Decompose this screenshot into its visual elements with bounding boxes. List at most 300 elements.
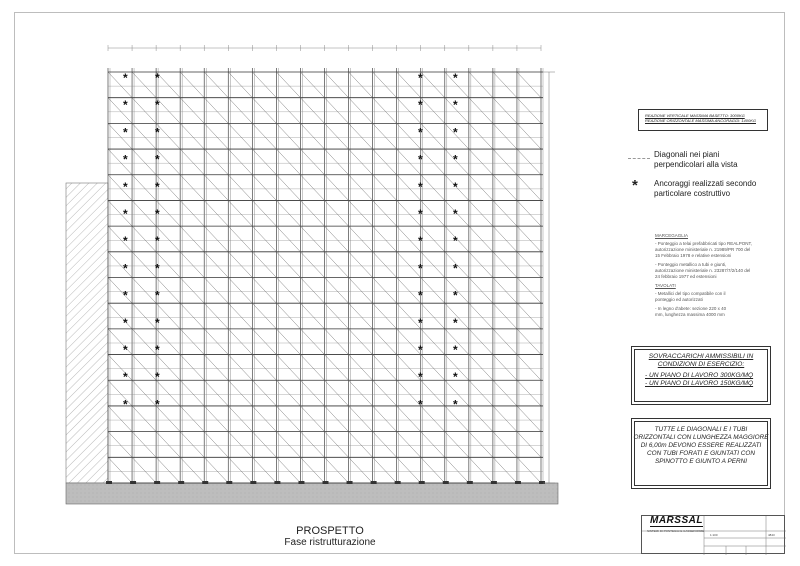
scaffold-diagonal (300, 355, 324, 381)
scaffold-diagonal (349, 303, 373, 329)
scaffold-diagonal (276, 432, 300, 458)
scaffold-diagonal (252, 226, 276, 252)
scaffold-diagonal (108, 355, 132, 381)
scaffold-diagonal (252, 355, 276, 381)
scaffold-diagonal (517, 98, 541, 124)
scaffold-diagonal (180, 278, 204, 304)
scaffold-diagonal (252, 432, 276, 458)
scaffold-diagonal (228, 457, 252, 483)
anchor-star-icon: * (418, 343, 423, 357)
scaffold-diagonal (132, 98, 156, 124)
scaffold-diagonal (156, 406, 180, 432)
scaffold-diagonal (325, 123, 349, 149)
anchor-star-icon: * (155, 125, 160, 140)
diagonal-legend-symbol (628, 158, 650, 159)
base-plate (467, 481, 473, 484)
scaffold-diagonal (469, 278, 493, 304)
scaffold-diagonal (493, 278, 517, 304)
scaffold-diagonal (108, 278, 132, 304)
anchor-star-icon: * (453, 152, 458, 167)
scaffold-diagonal (325, 432, 349, 458)
anchor-star-icon: * (453, 179, 458, 194)
scaffold-diagonal (421, 432, 445, 458)
anchor-star-icon: * (123, 288, 128, 303)
scaffold-diagonal (252, 72, 276, 98)
anchor-star-icon: * (155, 71, 160, 85)
scaffold-diagonal (421, 355, 445, 381)
scaffold-diagonal (156, 200, 180, 226)
company-logo: MARSSAL (650, 515, 703, 526)
scaffold-diagonal (325, 149, 349, 175)
scaffold-diagonal (373, 406, 397, 432)
scaffold-diagonal (325, 278, 349, 304)
scaffold-diagonal (276, 278, 300, 304)
scaffold-diagonal (156, 329, 180, 355)
scaffold-diagonal (397, 432, 421, 458)
scaffold-diagonal (517, 252, 541, 278)
scaffold-diagonal (180, 252, 204, 278)
scaffold-diagonal (349, 457, 373, 483)
base-plate (226, 481, 232, 484)
scaffold-diagonal (300, 98, 324, 124)
scaffold-diagonal (180, 380, 204, 406)
scaffold-diagonal (373, 303, 397, 329)
scaffold-diagonal (276, 252, 300, 278)
scaffold-diagonal (349, 123, 373, 149)
scaffold-diagonal (300, 149, 324, 175)
scaffold-diagonal (300, 175, 324, 201)
scaffold-diagonal (228, 252, 252, 278)
scaffold-diagonal (132, 457, 156, 483)
scaffold-diagonal (204, 432, 228, 458)
scaffold-diagonal (276, 72, 300, 98)
scaffold-diagonal (421, 98, 445, 124)
scaffold-diagonal (349, 432, 373, 458)
scaffold-diagonal (373, 252, 397, 278)
scaffold-diagonal (493, 123, 517, 149)
scaffold-grid (106, 68, 545, 484)
scaffold-diagonal (156, 123, 180, 149)
scaffold-diagonal (517, 226, 541, 252)
scaffold-diagonal (300, 406, 324, 432)
scaffold-diagonal (156, 149, 180, 175)
scaffold-diagonal (469, 226, 493, 252)
scaffold-diagonal (517, 355, 541, 381)
scaffold-diagonal (373, 200, 397, 226)
anchor-star-icon: * (155, 98, 160, 113)
scaffold-diagonal (204, 149, 228, 175)
scaffold-diagonal (373, 457, 397, 483)
scaffold-diagonal (421, 226, 445, 252)
scaffold-diagonal (517, 329, 541, 355)
reactions-box (638, 109, 768, 131)
scaffold-diagonal (469, 329, 493, 355)
scaffold-diagonal (421, 175, 445, 201)
scaffold-diagonal (108, 432, 132, 458)
scaffold-diagonal (276, 175, 300, 201)
scaffold-diagonal (156, 432, 180, 458)
scaffold-diagonal (204, 252, 228, 278)
scaffold-diagonal (276, 406, 300, 432)
anchor-star-icon: * (123, 261, 128, 276)
scaffold-diagonal (132, 406, 156, 432)
scaffold-diagonal (421, 303, 445, 329)
anchor-star-icon: * (453, 288, 458, 303)
scaffold-diagonal (180, 226, 204, 252)
scaffold-diagonal (469, 175, 493, 201)
scaffold-diagonal (493, 329, 517, 355)
scaffold-diagonal (204, 98, 228, 124)
diagonal-legend: Diagonali nei piani perpendicolari alla vista (654, 150, 738, 169)
scaffold-diagonal (349, 98, 373, 124)
scaffold-diagonal (132, 72, 156, 98)
scaffold-diagonal (469, 252, 493, 278)
anchor-star-icon: * (418, 370, 423, 385)
scaffold-diagonal (300, 432, 324, 458)
scaffold-diagonal (300, 329, 324, 355)
scaffold-diagonal (252, 329, 276, 355)
manufacturer-notes: MARCEGAGLIA - Ponteggio a telai prefabbricati tipo REALPONT, autorizzazione ministeriale n. 21989/PR 700 del 15 Febbraio 1978 e relative estensioni - Ponteggio metallico a tubi e giunti, autorizzazione ministeriale n. 23287/7/2/140 del 24 febbraio 1977 ed estensioni (655, 233, 753, 279)
scaffold-diagonal (493, 226, 517, 252)
anchor-star-icon: * (453, 207, 458, 221)
scaffold-diagonal (493, 406, 517, 432)
scaffold-diagonal (252, 278, 276, 304)
scaffold-diagonal (156, 72, 180, 98)
anchor-star-icon: * (123, 234, 128, 249)
scaffold-diagonal (349, 226, 373, 252)
scaffold-diagonal (517, 123, 541, 149)
scaffold-diagonal (108, 406, 132, 432)
anchor-star-icon: * (418, 179, 423, 194)
scaffold-diagonal (349, 149, 373, 175)
scaffold-diagonal (325, 457, 349, 483)
scaffold-diagonal (108, 329, 132, 355)
scaffold-diagonal (276, 226, 300, 252)
anchor-star-icon: * (123, 152, 128, 167)
scaffold-diagonal (325, 380, 349, 406)
scaffold-diagonal (204, 175, 228, 201)
scaffold-diagonal (180, 406, 204, 432)
scaffold-diagonal (204, 303, 228, 329)
scaffold-diagonal (132, 329, 156, 355)
scaffold-diagonal (349, 175, 373, 201)
scaffold-diagonal (349, 355, 373, 381)
base-plate (106, 481, 112, 484)
scaffold-diagonal (421, 278, 445, 304)
scaffold-diagonal (349, 252, 373, 278)
anchor-legend-symbol: * (632, 177, 638, 194)
scaffold-diagonal (325, 329, 349, 355)
scaffold-diagonal (493, 457, 517, 483)
base-plate (491, 481, 497, 484)
base-plate (539, 481, 545, 484)
scaffold-diagonal (493, 380, 517, 406)
scaffold-diagonal (517, 457, 541, 483)
scaffold-diagonal (228, 380, 252, 406)
base-plate (298, 481, 304, 484)
scaffold-diagonal (252, 175, 276, 201)
scaffold-diagonal (517, 175, 541, 201)
scaffold-diagonal (204, 226, 228, 252)
scaffold-diagonal (132, 226, 156, 252)
scaffold-diagonal (204, 457, 228, 483)
scaffold-diagonal (397, 457, 421, 483)
anchor-star-icon: * (155, 261, 160, 276)
anchor-star-icon: * (123, 179, 128, 194)
drawing-scale: 1:100 (710, 533, 718, 537)
scaffold-diagonal (132, 432, 156, 458)
scaffold-diagonal (108, 200, 132, 226)
scaffold-diagonal (276, 380, 300, 406)
scaffold-diagonal (469, 98, 493, 124)
scaffold-diagonal (325, 406, 349, 432)
scaffold-diagonal (156, 252, 180, 278)
scaffold-diagonal (276, 200, 300, 226)
anchor-star-icon: * (418, 152, 423, 167)
base-plate (250, 481, 256, 484)
scaffold-diagonal (108, 175, 132, 201)
scaffold-diagonal (469, 457, 493, 483)
base-plate (202, 481, 208, 484)
scaffold-diagonal (445, 457, 469, 483)
scaffold-diagonal (132, 123, 156, 149)
scaffold-diagonal (325, 72, 349, 98)
scaffold-diagonal (325, 355, 349, 381)
scaffold-diagonal (300, 72, 324, 98)
scaffold-diagonal (421, 406, 445, 432)
anchor-legend: Ancoraggi realizzati secondo particolare costruttivo (654, 179, 757, 198)
base-plate (154, 481, 160, 484)
anchor-star-icon: * (123, 98, 128, 113)
scaffold-diagonal (349, 200, 373, 226)
scaffold-diagonal (373, 278, 397, 304)
scaffold-diagonal (493, 98, 517, 124)
scaffold-diagonal (349, 329, 373, 355)
scaffold-diagonal (325, 98, 349, 124)
anchor-star-icon: * (123, 71, 128, 85)
sheet-number: 4843 (768, 533, 775, 537)
ground-strip (66, 483, 558, 504)
scaffold-diagonal (156, 303, 180, 329)
base-plate (323, 481, 329, 484)
scaffold-diagonal (373, 226, 397, 252)
scaffold-diagonal (132, 200, 156, 226)
scaffold-diagonal (300, 123, 324, 149)
scaffold-diagonal (108, 98, 132, 124)
anchor-star-icon: * (123, 315, 128, 330)
scaffold-diagonal (108, 457, 132, 483)
scaffold-diagonal (300, 200, 324, 226)
base-plate (515, 481, 521, 484)
base-plate (443, 481, 449, 484)
scaffold-diagonal (204, 380, 228, 406)
drawing-subtitle: Fase ristrutturazione (284, 537, 376, 548)
anchor-star-icon: * (418, 71, 423, 85)
existing-wall (66, 183, 108, 483)
scaffold-diagonal (156, 457, 180, 483)
scaffold-diagonal (469, 406, 493, 432)
scaffold-diagonal (180, 355, 204, 381)
drawing-title: PROSPETTO (296, 525, 364, 537)
scaffold-diagonal (300, 303, 324, 329)
scaffold-diagonal (204, 329, 228, 355)
scaffold-diagonal (228, 329, 252, 355)
scaffold-diagonal (108, 123, 132, 149)
anchor-star-icon: * (123, 397, 128, 412)
scaffold-diagonal (228, 72, 252, 98)
scaffold-diagonal (373, 72, 397, 98)
anchor-star-icon: * (155, 234, 160, 249)
scaffold-diagonal (108, 226, 132, 252)
scaffold-diagonal (228, 303, 252, 329)
scaffold-diagonal (445, 432, 469, 458)
base-plate (395, 481, 401, 484)
anchor-star-icon: * (418, 98, 423, 113)
anchor-star-icon: * (453, 315, 458, 330)
scaffold-diagonal (156, 355, 180, 381)
scaffold-diagonal (325, 200, 349, 226)
scaffold-diagonal (493, 200, 517, 226)
anchor-star-icon: * (418, 234, 423, 249)
anchor-star-icon: * (155, 397, 160, 412)
scaffold-diagonal (493, 303, 517, 329)
scaffold-diagonal (252, 98, 276, 124)
scaffold-diagonal (421, 457, 445, 483)
scaffold-diagonal (517, 200, 541, 226)
scaffold-diagonal (228, 98, 252, 124)
anchor-star-icon: * (123, 343, 128, 357)
anchor-star-icon: * (418, 125, 423, 140)
scaffold-diagonal (373, 98, 397, 124)
scaffold-diagonal (469, 303, 493, 329)
scaffold-diagonal (252, 149, 276, 175)
anchor-star-icon: * (155, 370, 160, 385)
scaffold-diagonal (252, 123, 276, 149)
scaffold-diagonal (469, 123, 493, 149)
anchor-star-icon: * (453, 71, 458, 85)
scaffold-diagonal (252, 252, 276, 278)
anchor-star-icon: * (418, 315, 423, 330)
scaffold-diagonal (228, 149, 252, 175)
scaffold-diagonal (517, 432, 541, 458)
scaffold-diagonal (228, 175, 252, 201)
anchor-star-icon: * (155, 343, 160, 357)
scaffold-diagonal (228, 123, 252, 149)
base-plate (178, 481, 184, 484)
scaffold-diagonal (228, 355, 252, 381)
anchor-star-icon: * (123, 125, 128, 140)
scaffold-diagonal (156, 226, 180, 252)
scaffold-diagonal (421, 380, 445, 406)
scaffold-diagonal (252, 406, 276, 432)
scaffold-diagonal (469, 432, 493, 458)
base-plate (274, 481, 280, 484)
scaffold-diagonal (469, 149, 493, 175)
scaffold-diagonal (228, 226, 252, 252)
base-plate (347, 481, 353, 484)
scaffold-diagonal (180, 200, 204, 226)
scaffold-diagonal (180, 175, 204, 201)
scaffold-diagonal (276, 329, 300, 355)
scaffold-diagonal (132, 303, 156, 329)
anchor-star-icon: * (155, 288, 160, 303)
scaffold-diagonal (204, 200, 228, 226)
scaffold-diagonal (108, 380, 132, 406)
scaffold-diagonal (252, 303, 276, 329)
base-plate (419, 481, 425, 484)
scaffold-diagonal (349, 380, 373, 406)
scaffold-diagonal (421, 200, 445, 226)
top-dimension-line (108, 45, 541, 51)
scaffold-diagonal (180, 72, 204, 98)
scaffold-diagonal (493, 72, 517, 98)
scaffold-diagonal (300, 252, 324, 278)
horizontal-reaction-text: REAZIONE ORIZZONTALE MASSIMA ANCORAGGI: 1400KG (645, 118, 756, 123)
base-plate (371, 481, 377, 484)
scaffold-diagonal (252, 457, 276, 483)
scaffold-diagonal (493, 175, 517, 201)
anchor-star-icon: * (155, 179, 160, 194)
scaffold-diagonal (204, 355, 228, 381)
scaffold-diagonal (132, 149, 156, 175)
scaffold-diagonal (421, 72, 445, 98)
scaffold-diagonal (180, 149, 204, 175)
scaffold-diagonal (325, 303, 349, 329)
company-tagline: SISTEMI DI PONTEGGI E CASSEFORME (647, 529, 705, 533)
scaffold-diagonal (276, 303, 300, 329)
scaffold-diagonal (493, 149, 517, 175)
scaffold-diagonal (276, 149, 300, 175)
scaffold-diagonal (132, 252, 156, 278)
scaffold-diagonal (349, 278, 373, 304)
scaffold-diagonal (517, 303, 541, 329)
scaffold-diagonal (180, 98, 204, 124)
base-plate (130, 481, 136, 484)
scaffold-diagonal (517, 406, 541, 432)
scaffold-diagonal (493, 432, 517, 458)
scaffold-diagonal (132, 175, 156, 201)
scaffold-diagonal (373, 175, 397, 201)
anchor-star-icon: * (453, 98, 458, 113)
scaffold-diagonal (132, 355, 156, 381)
boards-notes: TAVOLATI - Metallici del tipo compatibile con il ponteggio ed autorizzati - In legno d'abete: sezione 220 x 40 mm, lunghezza massima 4000 mm (655, 283, 727, 317)
scaffold-diagonal (517, 72, 541, 98)
anchor-star-icon: * (453, 261, 458, 276)
scaffold-diagonal (493, 355, 517, 381)
scaffold-diagonal (228, 406, 252, 432)
scaffold-diagonal (469, 380, 493, 406)
scaffold-diagonal (276, 355, 300, 381)
scaffold-diagonal (252, 380, 276, 406)
anchor-star-icon: * (155, 207, 160, 221)
scaffold-diagonal (373, 355, 397, 381)
anchor-star-icon: * (418, 261, 423, 276)
scaffold-diagonal (204, 406, 228, 432)
tubes-note-box: TUTTE LE DIAGONALI E I TUBI ORIZZONTALI CON LUNGHEZZA MAGGIORE DI 6,00m DEVONO ESSERE REALIZZATI CON TUBI FORATI E GIUNTATI CON SPINOTTO E GIUNTO A PERNI (631, 418, 771, 489)
scaffold-diagonal (421, 329, 445, 355)
scaffold-diagonal (228, 432, 252, 458)
anchor-star-icon: * (155, 152, 160, 167)
scaffold-diagonal (469, 200, 493, 226)
scaffold-diagonal (300, 457, 324, 483)
scaffold-diagonal (228, 278, 252, 304)
scaffold-diagonal (276, 457, 300, 483)
scaffold-diagonal (469, 355, 493, 381)
scaffold-diagonal (349, 72, 373, 98)
scaffold-diagonal (108, 72, 132, 98)
anchor-star-icon: * (453, 343, 458, 357)
anchor-star-icon: * (453, 125, 458, 140)
